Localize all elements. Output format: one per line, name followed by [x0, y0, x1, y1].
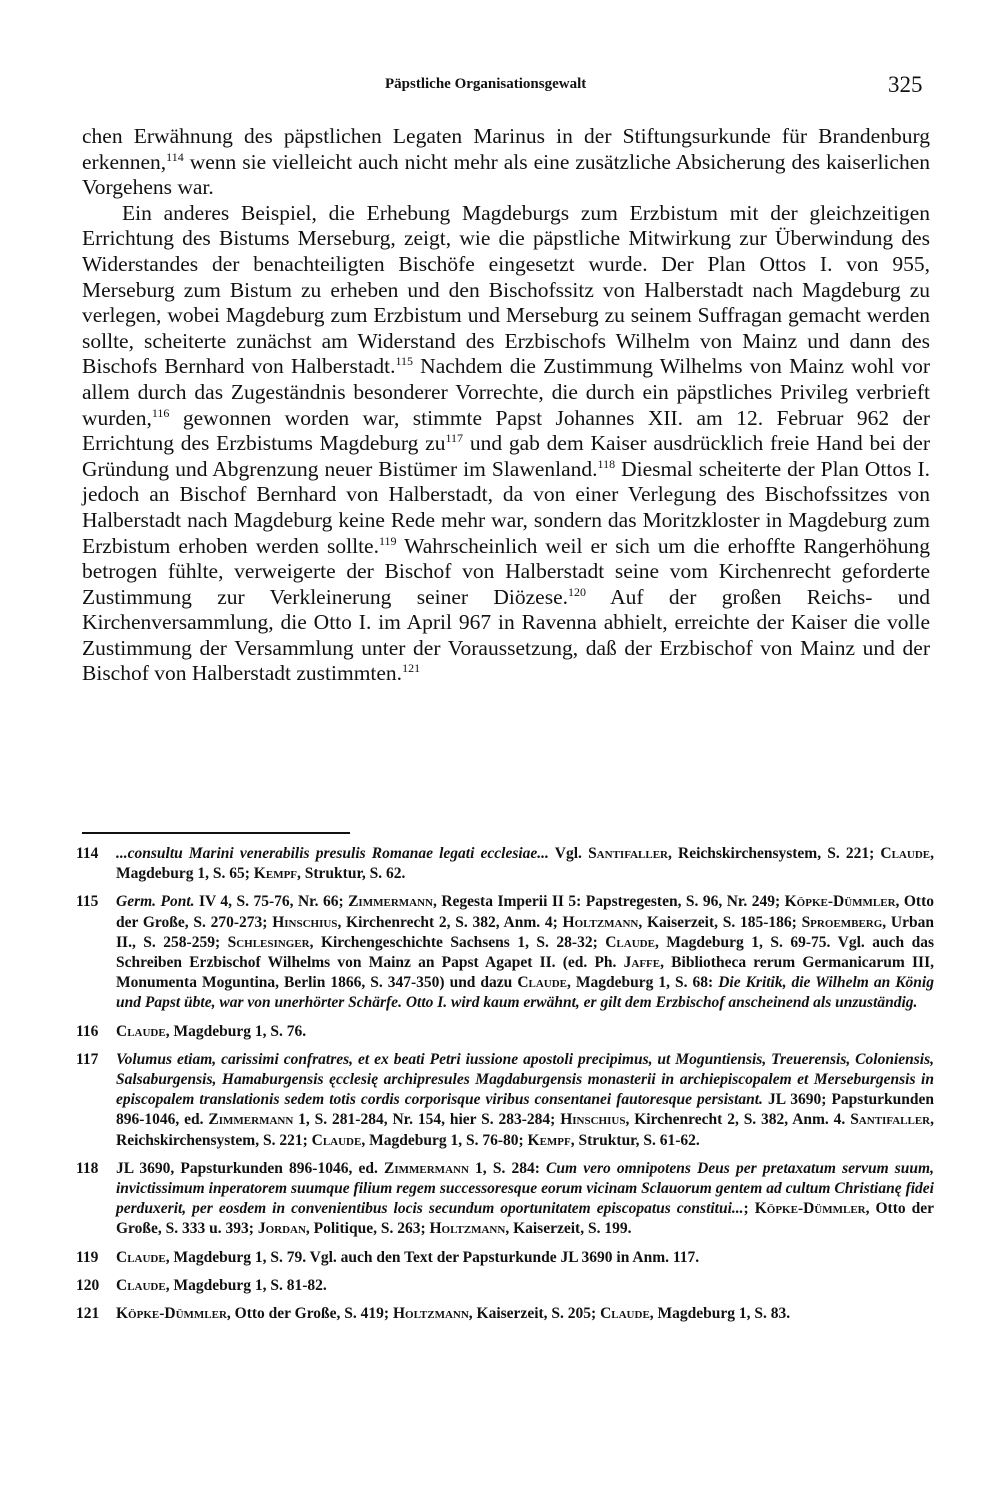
author-name: Claude — [116, 1276, 166, 1294]
footnote-text — [116, 844, 934, 884]
footnote-118 — [76, 1159, 934, 1240]
text-run: , Bibliotheca rerum Germanicarum III, Monumenta Moguntina, Berlin 1866, S. 347-350) und dazu — [116, 954, 934, 992]
text-run: Wahrscheinlich weil er sich um die erhoffte Rangerhöhung betrogen fühlte, verweigerte der Bischof von Halberstadt seine vom Kirchenrecht geforderte Zustimmung zur Verkleinerung seiner Diözese. — [82, 533, 930, 609]
text-run: , Reichskirchensystem, S. 221; — [116, 1111, 934, 1149]
footnote-number: 121 — [76, 1305, 100, 1323]
author-name: Köpke-Dümmler — [754, 1200, 866, 1218]
paragraph-1 — [82, 124, 930, 201]
work-title: Germ. Pont. — [116, 893, 195, 911]
text-run: , Magdeburg 1, S. 83. — [649, 1305, 791, 1323]
author-name: Sproemberg — [801, 913, 883, 931]
text-run: , Magdeburg 1, S. 76-80; — [361, 1131, 528, 1149]
author-name: Holtzmann — [562, 913, 639, 931]
author-name: Jordan — [257, 1220, 306, 1238]
footnote-115 — [76, 892, 934, 1013]
footnote-text — [116, 1248, 934, 1268]
author-name: Claude — [600, 1305, 650, 1323]
text-run: , Magdeburg 1, S. 65; — [116, 845, 934, 883]
footnote-117 — [76, 1050, 934, 1151]
text-run: , Otto der Große, S. 270-273; — [116, 893, 934, 931]
footnote-ref[interactable]: 115 — [395, 354, 414, 369]
author-name: Claude — [116, 1248, 166, 1266]
footnote-number: 118 — [76, 1159, 99, 1177]
text-run: , Kaiserzeit, S. 205; — [468, 1305, 601, 1323]
author-name: Claude — [116, 1022, 166, 1040]
footnote-ref[interactable]: 120 — [568, 584, 587, 599]
footnote-ref[interactable]: 117 — [445, 431, 464, 446]
text-run: JL 3690, Papsturkunden 896-1046, ed. — [116, 1159, 385, 1177]
text-run: , Magdeburg 1, S. 76. — [165, 1022, 307, 1040]
footnote-number: 115 — [76, 893, 99, 911]
author-name: Holtzmann — [429, 1220, 506, 1238]
text-run: , Kirchengeschichte Sachsens 1, S. 28-32; — [309, 933, 606, 951]
text-run: 1, S. 284: — [468, 1159, 547, 1177]
text-run: , Kaiserzeit, S. 185-186; — [638, 913, 802, 931]
footnote-120 — [76, 1276, 934, 1296]
footnote-text — [116, 1276, 934, 1296]
text-run: Auf der großen Reichs- und Kirchenversammlung, die Otto I. im April 967 in Ravenna abhielt, erreichte der Kaiser die volle Zustimmung der Versammlung unter der Voraussetzung, daß der Erzbischof von Mainz und der Bischof von Halberstadt zustimmten. — [82, 584, 930, 686]
author-name: Hinschius — [272, 913, 338, 931]
footnote-ref[interactable]: 119 — [378, 533, 397, 548]
text-run: Ein anderes Beispiel, die Erhebung Magdeburgs zum Erzbistum mit der gleichzeitigen Errichtung des Bistums Merseburg, zeigt, wie die päpstliche Mitwirkung zur Überwindung des Widerstandes der benachteiligten Bischöfe eingesetzt wurde. Der Plan Ottos I. von 955, Merseburg zum Bistum zu erheben und den Bischofssitz von Halberstadt nach Magdeburg zu verlegen, wobei Magdeburg zum Erzbistum und Merseburg zu seinem Suffragan gemacht werden sollte, scheiterte zunächst am Widerstand des Erzbischofs Wilhelm von Mainz und dann des Bischofs Bernhard von Halberstadt. — [82, 200, 930, 379]
latin-quote: ...consultu Marini venerabilis presulis Romanae legati ecclesiae... — [116, 845, 549, 862]
main-text — [82, 124, 930, 687]
footnote-number: 119 — [76, 1248, 99, 1266]
text-run: , Kirchenrecht 2, S. 382, Anm. 4. — [625, 1111, 851, 1129]
footnote-text — [116, 1159, 934, 1240]
footnotes — [76, 844, 934, 1332]
latin-quote: Cum vero omnipotens Deus per pretaxatum servum suum, invictissimum inperatorem suumque filium regem successoresque eorum vicinam Sclauorum gentem ad cultum Christianę fidei perduxerit, per eosdem in convenientibus locis secundum oportunitatem episcopatus constitui... — [116, 1159, 934, 1218]
footnote-121 — [76, 1304, 934, 1324]
text-run: chen Erwähnung des päpstlichen Legaten Marinus in der Stiftungsurkunde für Brandenburg erkennen, — [82, 124, 930, 174]
footnote-119 — [76, 1248, 934, 1268]
text-run: 1, S. 281-284, Nr. 154, hier S. 283-284; — [293, 1111, 561, 1129]
footnote-separator — [82, 832, 350, 834]
author-name: Schlesinger — [227, 933, 310, 951]
footnote-text — [116, 892, 934, 1013]
quotation: Die Kritik, die Wilhelm an König und Papst übte, war von unerhörter Schärfe. Otto I. wird kaum erwähnt, er gilt dem Erzbischof anscheinend als unzuständig. — [116, 974, 934, 1012]
author-name: Kempf — [253, 865, 298, 883]
page-number: 325 — [888, 72, 923, 97]
author-name: Hinschius — [560, 1111, 626, 1129]
footnote-text — [116, 1304, 934, 1324]
text-run: ; — [743, 1200, 755, 1218]
paragraph-2 — [82, 201, 930, 687]
author-name: Köpke-Dümmler — [116, 1305, 227, 1323]
footnote-ref[interactable]: 121 — [402, 661, 421, 676]
text-run: Nachdem die Zustimmung Wilhelms von Mainz wohl vor allem durch das Zugeständnis besonderer Vorrechte, die durch ein päpstliches Privileg verbrieft wurden, — [82, 354, 930, 430]
author-name: Santifaller — [850, 1111, 931, 1129]
footnote-number: 114 — [76, 845, 99, 862]
latin-quote: Volumus etiam, carissimi confratres, et ex beati Petri iussione apostoli precipimus, ut Moguntiensis, Treuerensis, Coloniensis, Salsaburgensis, Hamaburgensis ęcclesię archipresules Magdaburgensis monasterii in archiepiscopalem et Merseburgensis in episcopalem translationis sedem totis cordis corporisque viribus consentanei fautoresque persistant. — [116, 1050, 934, 1109]
footnote-number: 120 — [76, 1276, 100, 1294]
footnote-116 — [76, 1022, 934, 1042]
author-name: Claude — [880, 845, 931, 862]
author-name: Claude — [517, 974, 568, 992]
text-run: , Otto der Große, S. 419; — [226, 1305, 393, 1323]
text-run: , Politique, S. 263; — [305, 1220, 430, 1238]
text-run: JL 3690; Papsturkunden 896-1046, ed. — [116, 1091, 934, 1129]
text-run: und gab dem Kaiser ausdrücklich freie Hand bei der Gründung und Abgrenzung neuer Bistümer im Slawenland. — [82, 431, 930, 481]
author-name: Zimmermann — [348, 893, 433, 911]
text-run: , Otto der Große, S. 333 u. 393; — [116, 1200, 935, 1238]
text-run: , Magdeburg 1, S. 81-82. — [165, 1276, 327, 1294]
footnote-text — [116, 1050, 934, 1151]
author-name: Jaffe — [623, 954, 661, 972]
text-run: , Struktur, S. 62. — [297, 865, 406, 883]
author-name: Claude — [311, 1131, 362, 1149]
text-run: , Magdeburg 1, S. 69-75. Vgl. auch das Schreiben Erzbischof Wilhelms von Mainz an Papst Agapet II. (ed. Ph. — [116, 933, 934, 972]
footnote-text — [116, 1022, 934, 1042]
author-name: Santifaller — [588, 845, 668, 862]
text-run: , Magdeburg 1, S. 68: — [567, 974, 719, 992]
text-run: wenn sie vielleicht auch nicht mehr als eine zusätzliche Absicherung des kaiserlichen Vorgehens war. — [82, 149, 930, 200]
author-name: Claude — [605, 933, 655, 951]
text-run: IV 4, S. 75-76, Nr. 66; — [194, 893, 349, 911]
author-name: Zimmermann — [208, 1111, 294, 1129]
author-name: Holtzmann — [392, 1305, 469, 1323]
running-head: Päpstliche Organisationsgewalt — [385, 76, 587, 92]
text-run: , Struktur, S. 61-62. — [570, 1131, 700, 1149]
footnote-number: 117 — [76, 1050, 99, 1068]
footnote-ref[interactable]: 118 — [597, 456, 616, 471]
author-name: Zimmermann — [384, 1159, 469, 1177]
text-run: , Reichskirchensystem, S. 221; — [668, 845, 881, 862]
text-run: Diesmal scheiterte der Plan Ottos I. jedoch an Bischof Bernhard von Halberstadt, da von einer Verlegung des Bischofssitzes von Halberstadt nach Magdeburg keine Rede mehr war, sondern das Moritzkloster in Magdeburg zum Erzbistum erhoben werden sollte. — [82, 456, 930, 558]
text-run: , Magdeburg 1, S. 79. Vgl. auch den Text der Papsturkunde JL 3690 in Anm. 117. — [165, 1248, 700, 1266]
text-run: , Urban II., S. 258-259; — [116, 913, 934, 951]
author-name: Köpke-Dümmler — [784, 893, 896, 911]
text-run: , Kaiserzeit, S. 199. — [505, 1220, 632, 1238]
text-run: , Regesta Imperii II 5: Papstregesten, S. 96, Nr. 249; — [432, 893, 785, 911]
footnote-number: 116 — [76, 1022, 99, 1040]
text-run: , Kirchenrecht 2, S. 382, Anm. 4; — [337, 913, 563, 931]
author-name: Kempf — [527, 1131, 571, 1149]
footnote-ref[interactable]: 114 — [166, 149, 184, 164]
footnote-114 — [76, 844, 934, 884]
footnote-ref[interactable]: 116 — [151, 405, 170, 420]
text-run: Vgl. — [548, 845, 589, 862]
text-run: gewonnen worden war, stimmte Papst Johannes XII. am 12. Februar 962 der Errichtung des Erzbistums Magdeburg zu — [82, 405, 930, 456]
